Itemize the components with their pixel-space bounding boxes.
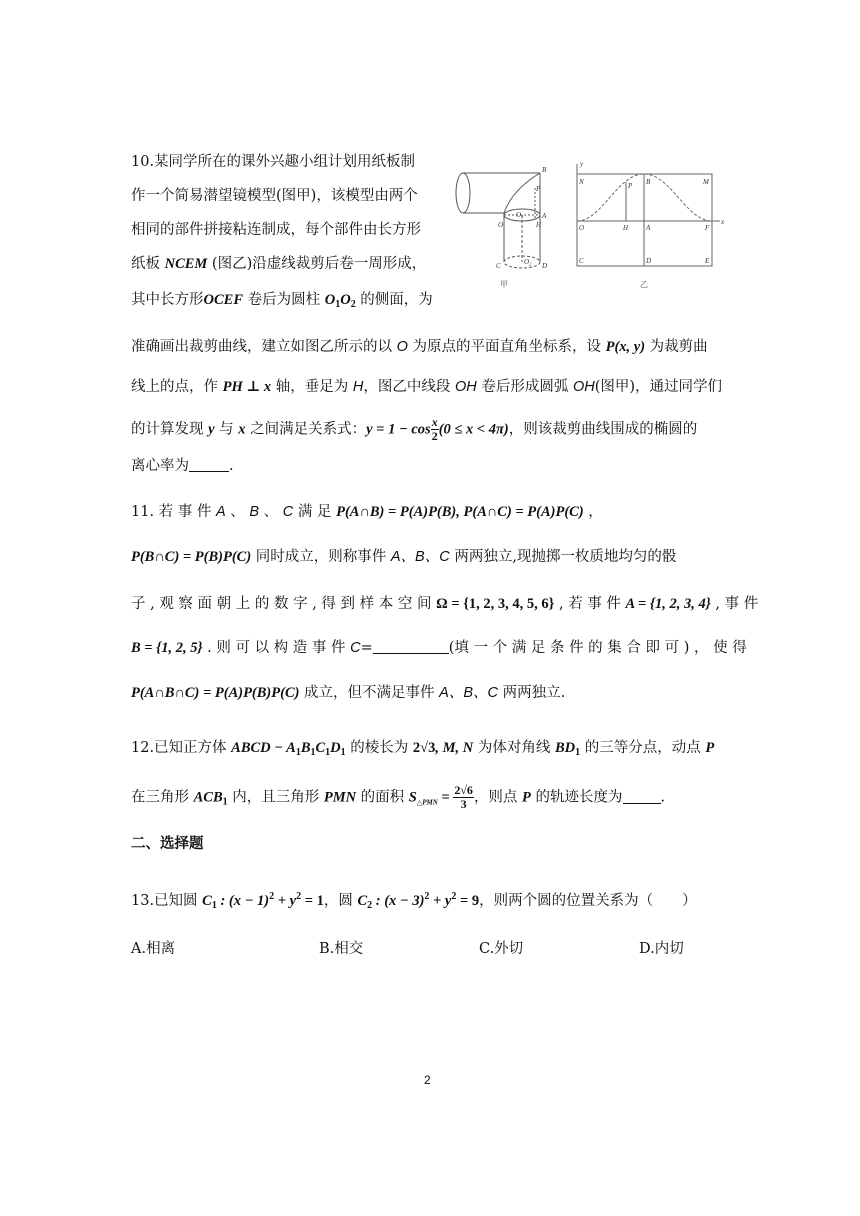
q13-option-d: D.内切: [639, 941, 684, 957]
q12-line-1: 12.已知正方体 ABCD − $A_1B_1C_1D_1$ 的棱长为 2√3, M, N 为体对角线 $BD_1$ 的三等分点，动点 P: [131, 740, 715, 758]
label-D-yi: D: [646, 257, 652, 265]
label-D: D: [542, 262, 548, 270]
q10-line-6: 准确画出裁剪曲线，建立如图乙所示的以 O 为原点的平面直角坐标系，设 P(x, y) 为裁剪曲: [131, 339, 708, 355]
label-H: H: [536, 221, 542, 229]
fraction-x-over-2: $\frac{x}{2}$: [431, 415, 438, 443]
q10-line-3: 相同的部件拼接粘连制成，每个部件由长方形: [131, 222, 421, 238]
label-O2: O₂: [524, 258, 532, 266]
q11-line-3: 子 , 观 察 面 朝 上 的 数 字 , 得 到 样 本 空 间 Ω = {1, 2, 3, 4, 5, 6} , 若 事 件 A = {1, 2, 3, 4} , 事 件: [131, 596, 759, 612]
label-E: E: [705, 257, 710, 265]
q10-line-9: 离心率为 .: [131, 458, 234, 474]
caption-jia: 甲: [500, 280, 508, 289]
answer-blank: [189, 457, 229, 472]
label-O-yi: O: [579, 224, 585, 232]
q11-line-5: P(A∩B∩C) = P(A)P(B)P(C) 成立，但不满足事件 A、B、C 两两独立.: [131, 685, 566, 701]
label-N: N: [579, 178, 584, 186]
q11-line-2: P(B∩C) = P(B)P(C) 同时成立，则称事件 A、B、C 两两独立,现抛掷一枚质地均匀的骰: [131, 549, 677, 565]
q12-line-2: 在三角形 $ACB_1$ 内，且三角形 PMN 的面积 $S_{\triangle PMN}$ = $\frac{2√6}{3}$ ，则点 P 的轨迹长度为 .: [131, 783, 666, 811]
label-A: A: [542, 212, 547, 220]
label-F: F: [705, 224, 710, 232]
label-H-yi: H: [623, 224, 629, 232]
q13-option-c: C.外切: [479, 941, 524, 957]
label-C: C: [496, 262, 501, 270]
label-M: M: [703, 178, 709, 186]
q10-line-8: 的计算发现 y 与 x 之间满足关系式：y = 1 − cos $\frac{x}{2}$ (0 ≤ x < 4π)，则该裁剪曲线围成的椭圆的: [131, 415, 698, 443]
q11-line-4: B = {1, 2, 5} . 则 可 以 构 造 事 件 C= (填 一 个 满 足 条 件 的 集 合 即 可 ) ， 使 得: [131, 640, 747, 656]
q10-line-4: 纸板 NCEM (图乙)沿虚线裁剪后卷一周形成，: [131, 256, 427, 272]
answer-blank: [623, 789, 661, 804]
label-P: P: [536, 185, 541, 193]
figure-yi-cutting-diagram: [572, 160, 730, 300]
label-C-yi: C: [579, 257, 584, 265]
label-x-axis: x: [721, 218, 725, 226]
q10-line-7: 线上的点，作 PH ⊥ x 轴，垂足为 H，图乙中线段 OH 卷后形成圆弧 OH(图甲)，通过同学们: [131, 379, 723, 395]
label-O1: O₁: [516, 211, 524, 219]
figure-jia-periscope: [452, 160, 568, 300]
label-P-yi: P: [628, 182, 633, 190]
q10-line-2: 作一个简易潜望镜模型(图甲)，该模型由两个: [131, 188, 418, 204]
q11-line-1: 11. 若 事 件 A 、 B 、 C 满 足 P(A∩B) = P(A)P(B), P(A∩C) = P(A)P(C) ，: [131, 504, 603, 520]
label-y-axis: y: [580, 160, 584, 168]
q13-stem: 13.已知圆 $C_1$ : $(x - 1)^2 + y^2 = 1$，圆 $C_2$ : $(x - 3)^2 + y^2 = 9$，则两个圆的位置关系为（ ）: [131, 891, 697, 911]
label-O: O: [498, 221, 504, 229]
label-B-yi: B: [646, 178, 651, 186]
label-A-yi: A: [646, 224, 651, 232]
q13-option-b: B.相交: [319, 941, 364, 957]
caption-yi: 乙: [640, 280, 648, 289]
fraction-2root6-over-3: $\frac{2√6}{3}$: [454, 783, 473, 811]
q13-option-a: A.相离: [131, 941, 176, 957]
q10-line-1: 10.某同学所在的课外兴趣小组计划用纸板制: [131, 154, 416, 170]
q10-line-5: 其中长方形OCEF 卷后为圆柱 $O_1O_2$ 的侧面，为: [131, 292, 433, 310]
section-heading: 二、选择题: [131, 836, 204, 852]
page-number: 2: [424, 1073, 431, 1087]
label-B: B: [542, 166, 547, 174]
answer-blank: [373, 639, 449, 654]
